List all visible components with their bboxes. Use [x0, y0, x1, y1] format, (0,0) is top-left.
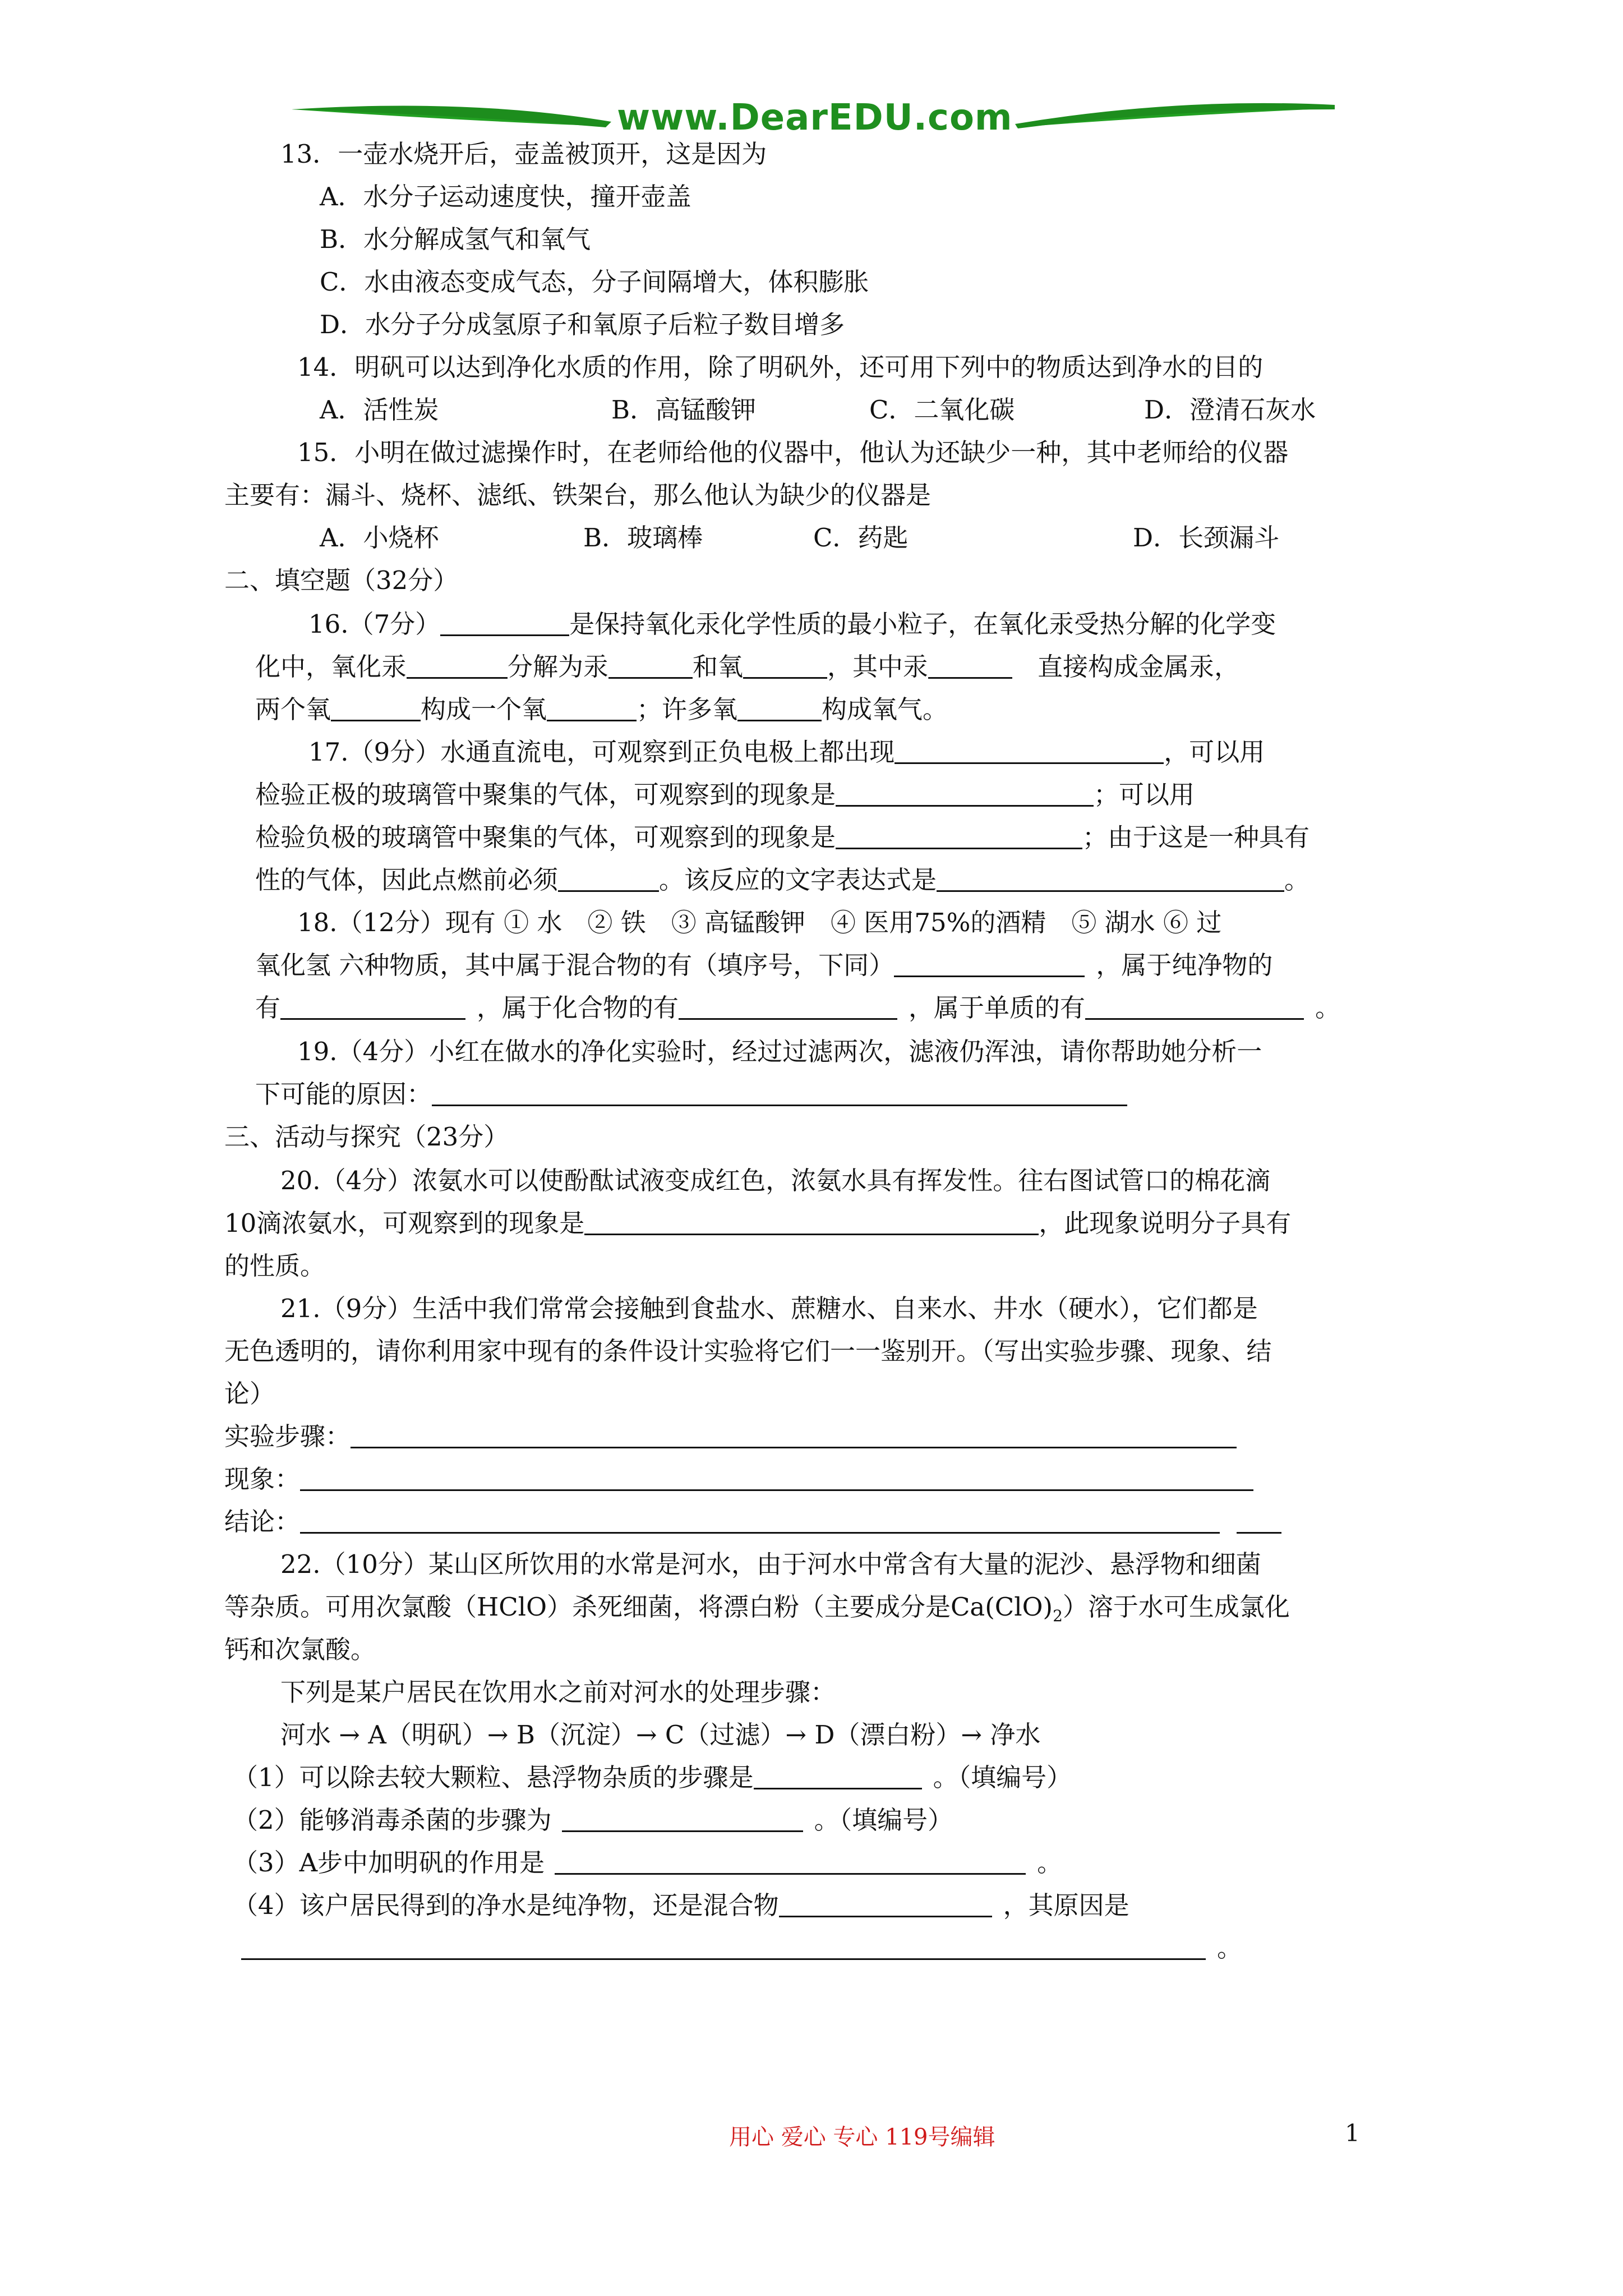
section-2-title: 二、填空题（32分） [224, 565, 459, 595]
answer-blank[interactable] [779, 1891, 992, 1917]
footer-note: 用心 爱心 专心 119号编辑 [729, 2124, 995, 2150]
q22-text: 。（填编号） [933, 1763, 1072, 1792]
q16-line-1 [308, 608, 1276, 641]
q22-text: 。 [1037, 1848, 1063, 1878]
answer-blank[interactable] [937, 866, 1284, 892]
q22-text: ）溶于水可生成氯化 [1062, 1592, 1290, 1622]
q16-text: 和氧 [693, 652, 744, 682]
q19-line-1: 19.（4分）小红在做水的净化实验时，经过过滤两次，滤液仍浑浊，请你帮助她分析一 [297, 1037, 1262, 1066]
answer-blank[interactable] [558, 866, 659, 892]
q21-conclusion-label: 结论： [224, 1507, 301, 1536]
q13-option-c: C．水由液态变成气态，分子间隔增大，体积膨胀 [320, 267, 869, 297]
q21-line-1: 21.（9分）生活中我们常常会接触到食盐水、蔗糖水、自来水、井水（硬水），它们都是 [280, 1294, 1258, 1323]
answer-blank[interactable] [836, 823, 1082, 849]
q13-stem: 13．一壶水烧开后，壶盖被顶开，这是因为 [280, 139, 767, 169]
q16-text: ；许多氧 [637, 694, 738, 724]
q20-text: ，此现象说明分子具有 [1039, 1208, 1292, 1238]
q14-option-c: C．二氧化碳 [869, 395, 1015, 425]
q20-line-2 [224, 1207, 1291, 1240]
q14-stem: 14．明矾可以达到净化水质的作用，除了明矾外，还可用下列中的物质达到净水的目的 [297, 352, 1264, 382]
answer-blank[interactable] [280, 993, 465, 1020]
q18-text: 。 [1315, 993, 1341, 1023]
answer-blank[interactable] [743, 652, 827, 679]
q17-text: ；可以用 [1094, 780, 1195, 809]
q21-phenomenon [224, 1462, 1253, 1496]
q22-text: （3）A步中加明矾的作用是 [233, 1848, 545, 1878]
q22-sub-3 [233, 1846, 1062, 1880]
answer-blank[interactable] [1237, 1507, 1281, 1534]
q17-text: 。该反应的文字表达式是 [659, 865, 937, 895]
q14-option-b: B．高锰酸钾 [611, 395, 757, 425]
answer-blank[interactable] [547, 695, 637, 721]
answer-blank[interactable] [407, 652, 508, 679]
answer-blank[interactable] [300, 1507, 1220, 1534]
q22-line-2 [224, 1590, 1290, 1624]
q16-text: 构成一个氧 [421, 694, 547, 724]
q17-text: 。 [1284, 865, 1310, 895]
q17-line-2 [255, 778, 1195, 812]
q22-line-4: 下列是某户居民在饮用水之前对河水的处理步骤： [280, 1677, 836, 1707]
q15-stem-2: 主要有：漏斗、烧杯、滤纸、铁架台，那么他认为缺少的仪器是 [224, 480, 932, 510]
q22-sub-2 [233, 1803, 953, 1837]
q20-line-3: 的性质。 [224, 1251, 326, 1281]
q17-line-3 [255, 821, 1310, 854]
q21-line-2: 无色透明的，请你利用家中现有的条件设计实验将它们一一鉴别开。（写出实验步骤、现象、结 [224, 1336, 1272, 1366]
answer-blank[interactable] [432, 1080, 1127, 1106]
answer-blank[interactable] [300, 1465, 1253, 1491]
q16-text: 分解为汞 [508, 652, 609, 682]
q13-option-a: A．水分子运动速度快，撞开壶盖 [320, 182, 691, 211]
section-3-title: 三、活动与探究（23分） [224, 1122, 509, 1152]
header-brand: www.DearEDU.com [617, 97, 1013, 139]
q16-text: ，其中汞 [827, 652, 929, 682]
page-number: 1 [1345, 2119, 1360, 2147]
answer-blank[interactable] [928, 652, 1012, 679]
q22-sub-1 [233, 1761, 1072, 1795]
q21-steps [224, 1420, 1237, 1453]
q15-option-b: B．玻璃棒 [583, 523, 703, 553]
q22-text: 。（填编号） [814, 1805, 953, 1835]
answer-blank[interactable] [1085, 993, 1304, 1020]
q15-option-c: C．药匙 [813, 523, 909, 553]
answer-blank[interactable] [555, 1848, 1026, 1875]
answer-blank[interactable] [440, 610, 569, 636]
answer-blank[interactable] [241, 1934, 1206, 1960]
q21-steps-label: 实验步骤： [224, 1421, 351, 1451]
q16-text: 直接构成金属汞， [1038, 652, 1240, 682]
q18-text: 有 [255, 993, 281, 1023]
q15-option-d: D．长颈漏斗 [1133, 523, 1280, 553]
q17-line-1 [308, 735, 1265, 769]
q17-text: ，可以用 [1164, 737, 1265, 767]
q22-line-3: 钙和次氯酸。 [224, 1635, 376, 1664]
q16-line-3 [255, 693, 948, 726]
q16-text: 两个氧 [255, 694, 331, 724]
q18-text: ，属于单质的有 [909, 993, 1086, 1023]
q22-sub-4 [233, 1889, 1129, 1922]
q22-text: ，其原因是 [1003, 1890, 1129, 1920]
q18-text: 氧化氢 六种物质，其中属于混合物的有（填序号，下同） [255, 950, 895, 980]
q16-text: 构成氧气。 [822, 694, 948, 724]
q21-phenomenon-label: 现象： [224, 1464, 301, 1494]
q22-process-flow: 河水 → A（明矾）→ B（沉淀）→ C（过滤）→ D（漂白粉）→ 净水 [280, 1720, 1041, 1750]
q15-option-a: A．小烧杯 [320, 523, 439, 553]
q17-text: 检验正极的玻璃管中聚集的气体，可观察到的现象是 [255, 780, 836, 809]
q17-line-4 [255, 863, 1310, 897]
q16-text: 化中，氧化汞 [255, 652, 407, 682]
answer-blank[interactable] [679, 993, 897, 1020]
q18-text: ，属于纯净物的 [1096, 950, 1273, 980]
answer-blank[interactable] [584, 1209, 1039, 1235]
q20-line-1: 20.（4分）浓氨水可以使酚酞试液变成红色，浓氨水具有挥发性。往右图试管口的棉花滴 [280, 1166, 1271, 1195]
q22-text: （4）该户居民得到的净水是纯净物，还是混合物 [233, 1890, 779, 1920]
answer-blank[interactable] [894, 951, 1085, 977]
q22-subscript: 2 [1053, 1607, 1063, 1625]
q21-conclusion [224, 1505, 1281, 1539]
answer-blank[interactable] [331, 695, 421, 721]
q22-text: 。 [1217, 1933, 1243, 1963]
q13-option-d: D．水分子分成氢原子和氧原子后粒子数目增多 [320, 310, 845, 339]
q18-text: ，属于化合物的有 [477, 993, 679, 1023]
answer-blank[interactable] [608, 652, 693, 679]
q22-text: （1）可以除去较大颗粒、悬浮物杂质的步骤是 [233, 1763, 754, 1792]
q20-text: 10滴浓氨水，可观察到的现象是 [224, 1208, 585, 1238]
q16-text: 是保持氧化汞化学性质的最小粒子，在氧化汞受热分解的化学变 [569, 609, 1276, 639]
q14-option-d: D．澄清石灰水 [1144, 395, 1316, 425]
q22-line-1: 22.（10分）某山区所饮用的水常是河水，由于河水中常含有大量的泥沙、悬浮物和细菌 [280, 1549, 1261, 1579]
q18-line-3 [255, 991, 1340, 1025]
q19-line-2 [255, 1078, 1127, 1111]
q22-text: 等杂质。可用次氯酸（HClO）杀死细菌，将漂白粉（主要成分是Ca(ClO) [224, 1592, 1053, 1622]
q16-label: 16.（7分） [308, 609, 441, 639]
q18-line-2 [255, 949, 1272, 982]
answer-blank[interactable] [895, 738, 1164, 764]
q22-text: （2）能够消毒杀菌的步骤为 [233, 1805, 552, 1835]
q22-sub-4-reason [241, 1931, 1242, 1965]
q19-text: 下可能的原因： [255, 1079, 432, 1109]
q17-text: 17.（9分）水通直流电，可观察到正负电极上都出现 [308, 737, 895, 767]
q17-text: 性的气体，因此点燃前必须 [255, 865, 559, 895]
q17-text: 检验负极的玻璃管中聚集的气体，可观察到的现象是 [255, 822, 836, 852]
q16-line-2 [255, 650, 1239, 684]
q14-option-a: A．活性炭 [320, 395, 439, 425]
page-header [292, 93, 1335, 143]
q18-line-1: 18.（12分）现有 ① 水 ② 铁 ③ 高锰酸钾 ④ 医用75%的酒精 ⑤ 湖水 ⑥ 过 [297, 908, 1222, 937]
answer-blank[interactable] [351, 1422, 1237, 1448]
answer-blank[interactable] [737, 695, 822, 721]
q17-text: ；由于这是一种具有 [1082, 822, 1310, 852]
answer-blank[interactable] [754, 1763, 922, 1789]
answer-blank[interactable] [836, 780, 1094, 807]
q15-stem-1: 15．小明在做过滤操作时，在老师给他的仪器中，他认为还缺少一种，其中老师给的仪器 [297, 438, 1289, 467]
answer-blank[interactable] [562, 1806, 803, 1832]
q13-option-b: B．水分解成氢气和氧气 [320, 224, 591, 254]
q21-line-3: 论） [224, 1379, 275, 1409]
